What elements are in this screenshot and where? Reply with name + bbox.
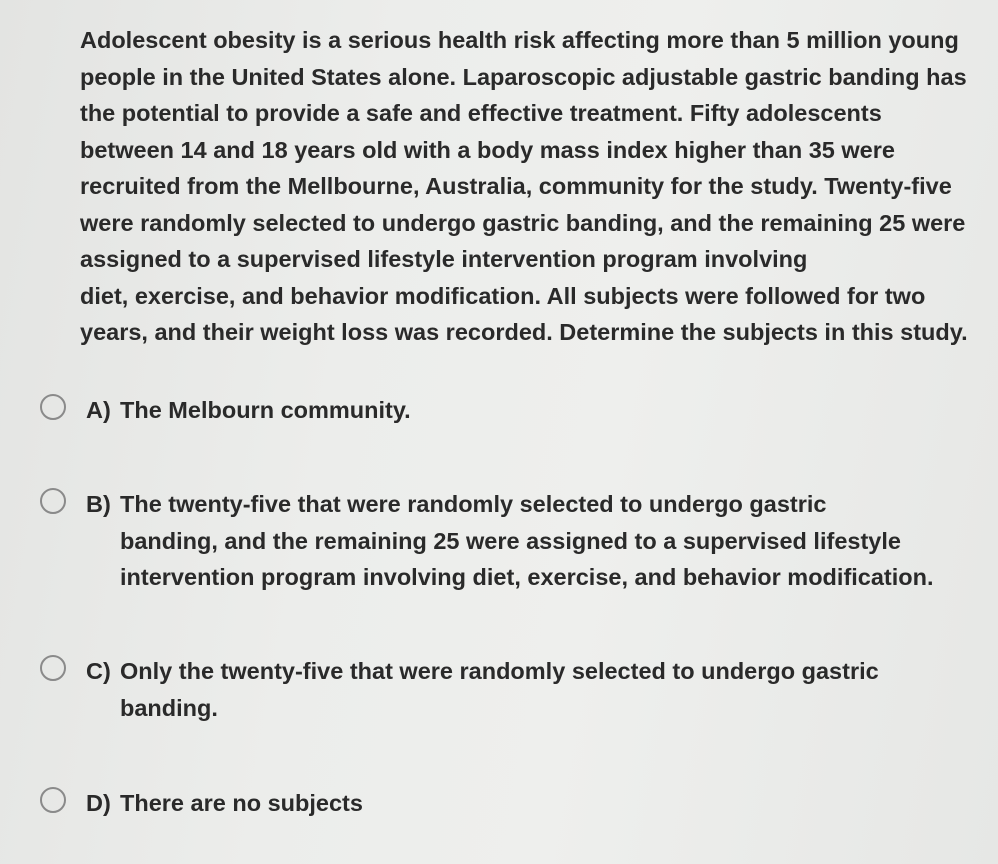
option-line: The twenty-five that were randomly selected to undergo gastric bbox=[120, 491, 827, 517]
option-text-a[interactable] bbox=[120, 392, 960, 429]
radio-button-d[interactable] bbox=[40, 787, 66, 813]
question-line: were randomly selected to undergo gastric banding, and the remaining 25 were bbox=[80, 209, 966, 236]
question-line: between 14 and 18 years old with a body mass index higher than 35 were bbox=[80, 136, 895, 163]
radio-button-b[interactable] bbox=[40, 488, 66, 514]
option-letter-c: C) bbox=[86, 658, 111, 684]
option-line: banding. bbox=[120, 694, 218, 721]
question-line: assigned to a supervised lifestyle intervention program involving bbox=[80, 246, 808, 272]
option-line: Only the twenty-five that were randomly selected to undergo gastric bbox=[120, 658, 879, 684]
option-letter-b: B) bbox=[86, 491, 111, 517]
question-line: diet, exercise, and behavior modification. All subjects were followed for two bbox=[80, 282, 926, 309]
option-line: The Melbourn community. bbox=[120, 397, 411, 423]
question-line: people in the United States alone. Laparoscopic adjustable gastric banding has bbox=[80, 63, 967, 90]
option-line: There are no subjects bbox=[120, 790, 363, 816]
question-line: the potential to provide a safe and effective treatment. Fifty adolescents bbox=[80, 100, 882, 126]
option-text-c[interactable] bbox=[120, 653, 960, 726]
answer-option-d[interactable] bbox=[40, 785, 970, 825]
option-letter-a: A) bbox=[86, 397, 111, 423]
answer-option-c[interactable] bbox=[40, 653, 970, 731]
answer-option-a[interactable] bbox=[40, 392, 970, 432]
option-line: intervention program involving diet, exercise, and behavior modification. bbox=[120, 564, 934, 590]
option-text-d[interactable] bbox=[120, 785, 960, 822]
question-line: Adolescent obesity is a serious health risk affecting more than 5 million young bbox=[80, 27, 959, 53]
answer-option-b[interactable] bbox=[40, 486, 970, 598]
radio-button-c[interactable] bbox=[40, 655, 66, 681]
option-line: banding, and the remaining 25 were assigned to a supervised lifestyle bbox=[120, 527, 901, 554]
option-text-b[interactable] bbox=[120, 486, 960, 596]
question-text bbox=[80, 22, 980, 351]
radio-button-a[interactable] bbox=[40, 394, 66, 420]
option-letter-d: D) bbox=[86, 790, 111, 816]
question-line: years, and their weight loss was recorded. Determine the subjects in this study. bbox=[80, 319, 968, 345]
question-line: recruited from the Mellbourne, Australia, community for the study. Twenty-five bbox=[80, 173, 952, 199]
